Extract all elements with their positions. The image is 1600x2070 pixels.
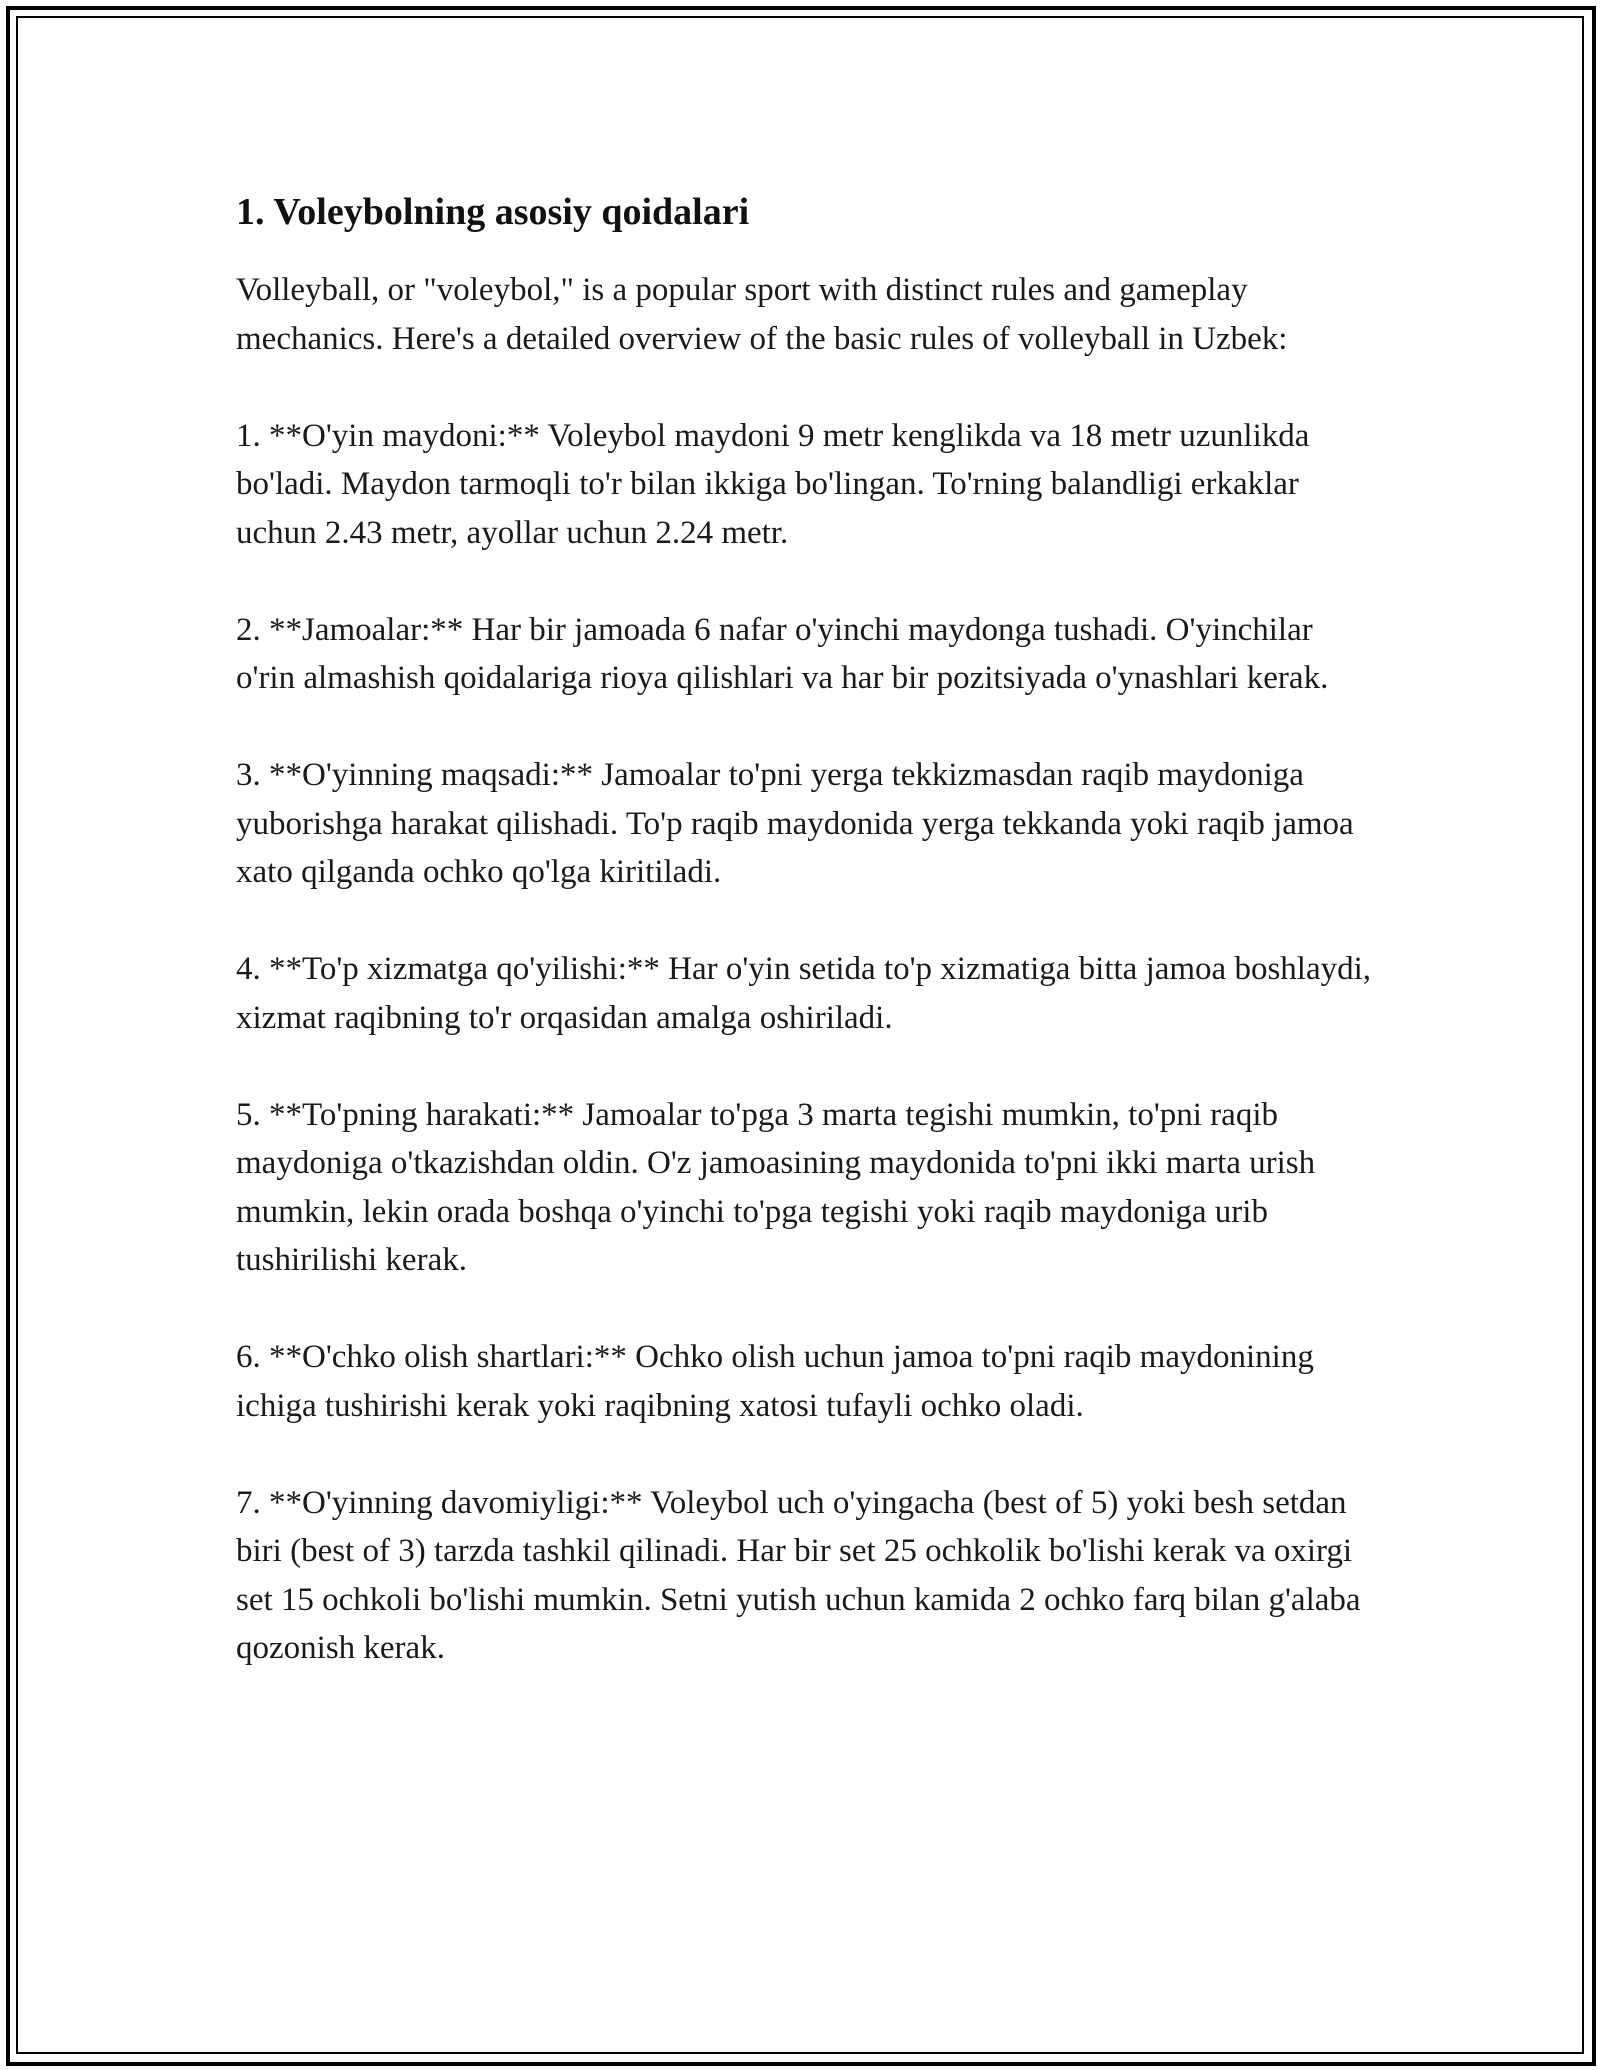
rule-item-3: 3. **O'yinning maqsadi:** Jamoalar to'pni yerga tekkizmasdan raqib maydoniga yuborishga harakat qilishadi. To'p raqib maydonida yerga tekkanda yoki raqib jamoa xato qilganda ochko qo'lga kiritiladi. [236, 757, 1354, 890]
rule-item-2: 2. **Jamoalar:** Har bir jamoada 6 nafar o'yinchi maydonga tushadi. O'yinchilar o'rin almashish qoidalariga rioya qilishlari va har bir pozitsiyada o'ynashlari kerak. [236, 611, 1329, 696]
document-body [236, 188, 1376, 1721]
rule-item-5: 5. **To'pning harakati:** Jamoalar to'pga 3 marta tegishi mumkin, to'pni raqib maydoniga o'tkazishdan oldin. O'z jamoasining maydonida to'pni ikki marta urish mumkin, lekin orada boshqa o'yinchi to'pga tegishi yoki raqib maydoniga urib tushirilishi kerak. [236, 1096, 1316, 1278]
rule-item-4: 4. **To'p xizmatga qo'yilishi:** Har o'yin setida to'p xizmatiga bitta jamoa boshlaydi, xizmat raqibning to'r orqasidan amalga oshiriladi. [236, 951, 1372, 1036]
intro-paragraph: Volleyball, or "voleybol," is a popular sport with distinct rules and gameplay mechanics. Here's a detailed overview of the basic rules of volleyball in Uzbek: [236, 272, 1288, 357]
rule-item-1: 1. **O'yin maydoni:** Voleybol maydoni 9 metr kenglikda va 18 metr uzunlikda bo'ladi. Maydon tarmoqli to'r bilan ikkiga bo'lingan. To'rning balandligi erkaklar uchun 2.43 metr, ayollar uchun 2.24 metr. [236, 417, 1310, 551]
rule-item-7: 7. **O'yinning davomiyligi:** Voleybol uch o'yingacha (best of 5) yoki besh setdan biri (best of 3) tarzda tashkil qilinadi. Har bir set 25 ochkolik bo'lishi kerak va oxirgi set 15 ochkoli bo'lishi mumkin. Setni yutish uchun kamida 2 ochko farq bilan g'alaba qozonish kerak. [236, 1484, 1361, 1666]
section-heading: 1. Voleybolning asosiy qoidalari [236, 191, 750, 233]
rule-item-6: 6. **O'chko olish shartlari:** Ochko olish uchun jamoa to'pni raqib maydonining ichiga tushirishi kerak yoki raqibning xatosi tufayli ochko oladi. [236, 1339, 1314, 1424]
